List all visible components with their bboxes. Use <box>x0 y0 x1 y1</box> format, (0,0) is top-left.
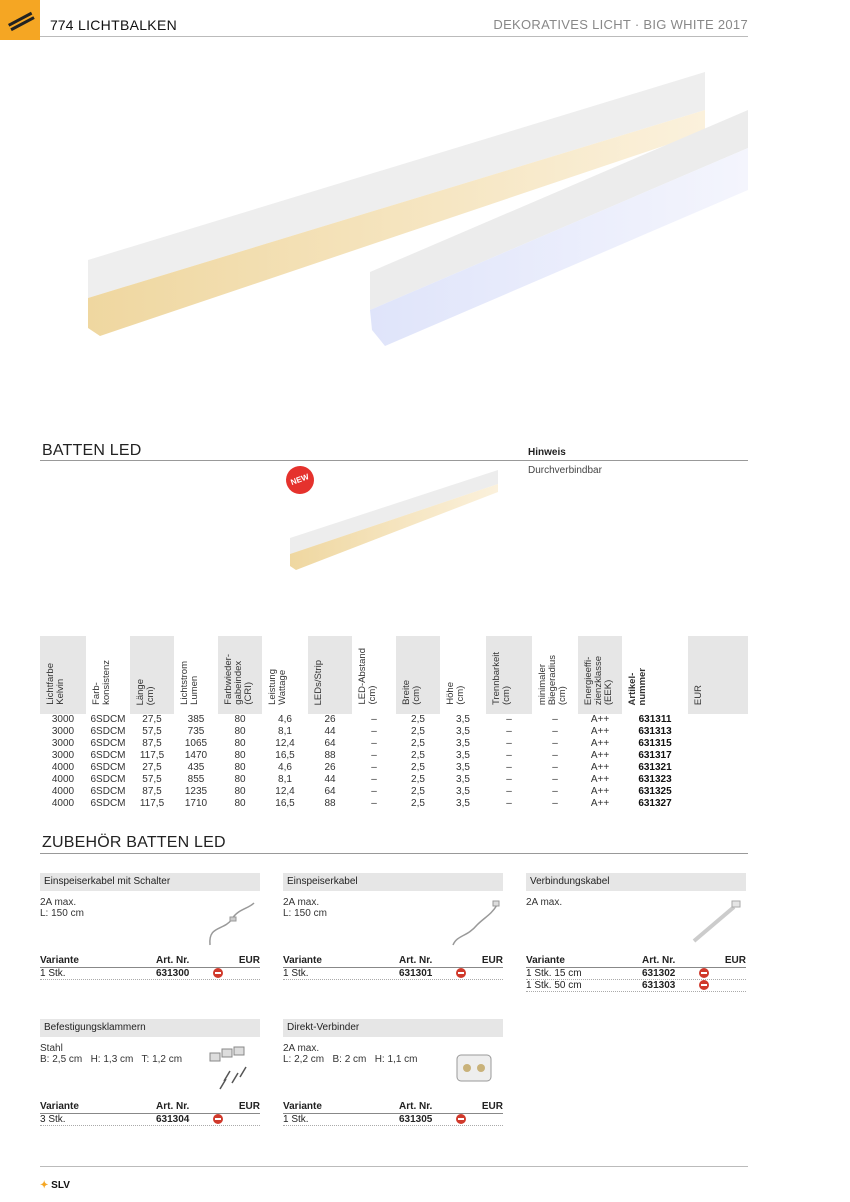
col-eur: EUR <box>481 1101 503 1112</box>
spec-cell: 3,5 <box>456 738 470 749</box>
spec-cell: 2,5 <box>411 726 425 737</box>
spec-cell: 80 <box>234 750 246 761</box>
col-artnr: Art. Nr. <box>642 955 676 966</box>
spec-cell: 4,6 <box>278 714 292 725</box>
spec-cell: 3,5 <box>456 714 470 725</box>
spec-header-cell <box>532 636 578 714</box>
spec-header-label: Lichtstrom Lumen <box>179 661 200 705</box>
spec-cell: 631323 <box>638 774 672 785</box>
col-variante: Variante <box>283 955 322 966</box>
accessory-card <box>40 1019 260 1125</box>
accessory-card <box>40 873 260 979</box>
spec-cell: 4,6 <box>278 762 292 773</box>
spec-header-cell <box>308 636 352 714</box>
accessory-desc-line: 2A max. <box>40 897 77 908</box>
spec-cell: – <box>371 762 377 773</box>
spec-cell: 26 <box>324 762 336 773</box>
col-variante: Variante <box>40 1101 79 1112</box>
col-eur: EUR <box>481 955 503 966</box>
section-icon <box>0 0 40 40</box>
spec-cell: – <box>506 762 512 773</box>
spec-cell: 80 <box>234 726 246 737</box>
spec-cell: 4000 <box>51 774 75 785</box>
price-on-request-icon <box>456 1114 466 1124</box>
spec-cell: 6SDCM <box>90 726 126 737</box>
spec-cell <box>688 714 748 726</box>
variant-label: 1 Stk. <box>40 968 66 979</box>
variant-table <box>40 955 260 980</box>
spec-cell: – <box>552 762 558 773</box>
spec-header-row <box>40 636 748 714</box>
spec-cell: 2,5 <box>411 798 425 809</box>
spec-header-cell <box>174 636 218 714</box>
variant-row <box>526 980 746 992</box>
accessories-divider <box>40 853 748 854</box>
variant-artnr: 631305 <box>399 1114 433 1125</box>
note-text: Durchverbindbar <box>528 465 602 476</box>
variant-artnr: 631300 <box>156 968 190 979</box>
spec-cell: 3,5 <box>456 786 470 797</box>
accessory-image <box>690 895 746 956</box>
spec-cell <box>688 762 748 774</box>
spec-header-label: Trennbarkeit (cm) <box>491 652 512 705</box>
spec-cell: 6SDCM <box>90 798 126 809</box>
spec-cell: A++ <box>590 714 610 725</box>
spec-cell: – <box>506 750 512 761</box>
spec-cell: 3,5 <box>456 774 470 785</box>
spec-cell: 88 <box>324 798 336 809</box>
spec-cell: 6SDCM <box>90 762 126 773</box>
spec-header-label: EUR <box>693 684 704 705</box>
variant-artnr: 631304 <box>156 1114 190 1125</box>
price-on-request-icon <box>213 1114 223 1124</box>
variant-label: 3 Stk. <box>40 1114 66 1125</box>
hero-product-image <box>40 60 748 420</box>
spec-cell: 4000 <box>51 798 75 809</box>
spec-cell: 117,5 <box>139 798 165 809</box>
spec-header-cell <box>352 636 396 714</box>
variant-table <box>40 1101 260 1126</box>
spec-header-cell <box>622 636 688 714</box>
spec-header-cell <box>396 636 440 714</box>
price-on-request-icon <box>213 968 223 978</box>
spec-header-cell <box>578 636 622 714</box>
accessory-image <box>204 895 260 956</box>
accessory-desc-line: 2A max. <box>526 897 563 908</box>
spec-cell: 385 <box>187 714 205 725</box>
spec-cell: A++ <box>590 786 610 797</box>
variant-table <box>526 955 746 992</box>
spec-cell: 12,4 <box>275 738 295 749</box>
spec-cell: 1470 <box>184 750 208 761</box>
accessory-name: Verbindungskabel <box>526 873 746 891</box>
spec-cell: 27,5 <box>142 714 162 725</box>
col-artnr: Art. Nr. <box>156 1101 190 1112</box>
spec-cell: 64 <box>324 738 336 749</box>
spec-cell: – <box>371 750 377 761</box>
accessory-card <box>283 873 503 979</box>
accessory-desc-line: 2A max. <box>283 1043 320 1054</box>
spec-cell: 57,5 <box>142 774 162 785</box>
spec-header-label: minimaler Biegeradius (cm) <box>537 654 568 705</box>
spec-cell <box>688 798 748 810</box>
spec-cell: 87,5 <box>142 786 162 797</box>
accessory-image <box>447 1041 503 1102</box>
spec-cell: – <box>552 714 558 725</box>
spec-cell: 3,5 <box>456 726 470 737</box>
spec-header-label: Länge (cm) <box>135 678 156 705</box>
spec-cell: 631313 <box>638 726 672 737</box>
spec-cell: 6SDCM <box>90 714 126 725</box>
catalog-title: DEKORATIVES LICHT · BIG WHITE 2017 <box>493 17 748 32</box>
spec-cell: 27,5 <box>142 762 162 773</box>
spec-cell: 2,5 <box>411 738 425 749</box>
spec-cell: 64 <box>324 786 336 797</box>
spec-cell: 44 <box>324 726 336 737</box>
spec-cell <box>688 750 748 762</box>
variant-row <box>526 968 746 980</box>
spec-cell: 16,5 <box>275 750 295 761</box>
accessory-desc-line: B: 2,5 cm H: 1,3 cm T: 1,2 cm <box>40 1054 183 1065</box>
spec-cell: – <box>552 726 558 737</box>
spec-table <box>40 636 748 810</box>
spec-cell: 2,5 <box>411 750 425 761</box>
spec-header-label: Artikel- nummer <box>627 667 648 705</box>
col-eur: EUR <box>238 1101 260 1112</box>
variant-row <box>40 968 260 980</box>
spec-cell: 80 <box>234 714 246 725</box>
spec-cell: 3,5 <box>456 798 470 809</box>
footer-divider <box>40 1166 748 1167</box>
accessory-card <box>283 1019 503 1125</box>
product-title: BATTEN LED <box>42 442 142 459</box>
variant-row <box>283 1114 503 1126</box>
new-badge: NEW <box>282 462 318 498</box>
logo-mark-icon: ✦ <box>40 1180 49 1191</box>
variant-label: 1 Stk. <box>283 968 309 979</box>
spec-cell: – <box>371 738 377 749</box>
spec-cell: – <box>371 786 377 797</box>
spec-cell: 631321 <box>638 762 672 773</box>
price-on-request-icon <box>699 980 709 990</box>
spec-header-cell <box>262 636 308 714</box>
spec-cell: – <box>506 714 512 725</box>
col-artnr: Art. Nr. <box>399 955 433 966</box>
spec-cell: 80 <box>234 738 246 749</box>
spec-row <box>40 762 748 774</box>
spec-cell: 87,5 <box>142 738 162 749</box>
accessory-name: Direkt-Verbinder <box>283 1019 503 1037</box>
spec-cell: – <box>371 798 377 809</box>
spec-header-cell <box>218 636 262 714</box>
spec-cell: A++ <box>590 774 610 785</box>
spec-header-cell <box>486 636 532 714</box>
spec-cell: 80 <box>234 774 246 785</box>
spec-cell: 1065 <box>184 738 208 749</box>
col-variante: Variante <box>40 955 79 966</box>
spec-cell: 631325 <box>638 786 672 797</box>
spec-cell: 631317 <box>638 750 672 761</box>
col-eur: EUR <box>238 955 260 966</box>
spec-cell: 6SDCM <box>90 750 126 761</box>
spec-body <box>40 714 748 810</box>
spec-cell: 6SDCM <box>90 738 126 749</box>
header-divider <box>40 36 748 37</box>
spec-cell: 80 <box>234 798 246 809</box>
spec-header-cell <box>86 636 130 714</box>
price-on-request-icon <box>456 968 466 978</box>
spec-cell: 3000 <box>51 714 75 725</box>
spec-cell: A++ <box>590 738 610 749</box>
spec-cell: – <box>552 786 558 797</box>
spec-cell: 80 <box>234 762 246 773</box>
col-eur: EUR <box>724 955 746 966</box>
accessory-image <box>447 895 503 956</box>
spec-header-label: Farb- konsistenz <box>91 660 112 705</box>
variant-artnr: 631302 <box>642 968 676 979</box>
accessory-name: Einspeiserkabel mit Schalter <box>40 873 260 891</box>
accessory-name: Befestigungsklammern <box>40 1019 260 1037</box>
spec-cell: – <box>371 774 377 785</box>
spec-cell <box>688 738 748 750</box>
spec-cell: 4000 <box>51 762 75 773</box>
variant-row <box>40 1114 260 1126</box>
spec-cell: 631311 <box>638 714 672 725</box>
spec-cell: – <box>552 738 558 749</box>
variant-table <box>283 955 503 980</box>
spec-cell: 8,1 <box>278 726 292 737</box>
spec-cell: 2,5 <box>411 786 425 797</box>
spec-row <box>40 798 748 810</box>
accessory-desc-line: L: 2,2 cm B: 2 cm H: 1,1 cm <box>283 1054 418 1065</box>
spec-cell: 1710 <box>184 798 208 809</box>
spec-cell: A++ <box>590 726 610 737</box>
col-variante: Variante <box>283 1101 322 1112</box>
spec-cell: 16,5 <box>275 798 295 809</box>
spec-cell: 26 <box>324 714 336 725</box>
section-tab <box>0 0 40 40</box>
spec-cell: 3000 <box>51 726 75 737</box>
spec-cell: 2,5 <box>411 714 425 725</box>
spec-cell: 735 <box>187 726 205 737</box>
spec-cell: – <box>371 726 377 737</box>
spec-cell: 3000 <box>51 738 75 749</box>
spec-cell: 1235 <box>184 786 208 797</box>
spec-cell: 435 <box>187 762 205 773</box>
spec-cell: – <box>552 750 558 761</box>
spec-header-label: Höhe (cm) <box>445 682 466 705</box>
spec-cell: 3,5 <box>456 762 470 773</box>
accessories-title: ZUBEHÖR BATTEN LED <box>42 834 226 851</box>
price-on-request-icon <box>699 968 709 978</box>
spec-cell <box>688 726 748 738</box>
accessory-desc-line: L: 150 cm <box>40 908 84 919</box>
spec-cell: 2,5 <box>411 762 425 773</box>
spec-cell: A++ <box>590 762 610 773</box>
spec-cell: – <box>506 774 512 785</box>
spec-cell <box>688 774 748 786</box>
spec-row <box>40 738 748 750</box>
variant-artnr: 631303 <box>642 980 676 991</box>
spec-cell: 4000 <box>51 786 75 797</box>
variant-artnr: 631301 <box>399 968 433 979</box>
spec-header-label: Energieeffi- zienzklasse (EEK) <box>583 655 614 705</box>
spec-cell: 6SDCM <box>90 774 126 785</box>
product-image <box>286 462 506 574</box>
spec-header-label: LED-Abstand (cm) <box>357 648 378 705</box>
variant-row <box>283 968 503 980</box>
section-title: LICHTBALKEN <box>78 17 177 33</box>
col-variante: Variante <box>526 955 565 966</box>
variant-table <box>283 1101 503 1126</box>
spec-header-label: Farbwieder- gabeindex (CRI) <box>223 654 254 705</box>
accessory-desc-line: 2A max. <box>283 897 320 908</box>
accessory-image <box>204 1041 260 1102</box>
spec-header-label: Leistung Wattage <box>267 669 288 705</box>
spec-cell: 6SDCM <box>90 786 126 797</box>
accessory-desc-line: Stahl <box>40 1043 63 1054</box>
spec-cell: 855 <box>187 774 205 785</box>
spec-cell: 88 <box>324 750 336 761</box>
spec-cell: 3000 <box>51 750 75 761</box>
col-artnr: Art. Nr. <box>399 1101 433 1112</box>
spec-cell: 12,4 <box>275 786 295 797</box>
spec-header-cell <box>688 636 748 714</box>
spec-header-label: Breite (cm) <box>401 680 422 705</box>
variant-label: 1 Stk. 15 cm <box>526 968 582 979</box>
brand-logo <box>40 1180 70 1191</box>
page-number: 774 <box>50 17 74 33</box>
spec-cell: 3,5 <box>456 750 470 761</box>
spec-row <box>40 786 748 798</box>
spec-cell: – <box>552 774 558 785</box>
spec-cell: – <box>506 726 512 737</box>
spec-header-label: Lichtfarbe Kelvin <box>45 663 66 705</box>
spec-header-cell <box>40 636 86 714</box>
spec-cell: 2,5 <box>411 774 425 785</box>
spec-header-cell <box>440 636 486 714</box>
spec-cell: A++ <box>590 798 610 809</box>
spec-row <box>40 774 748 786</box>
spec-cell: – <box>552 798 558 809</box>
note-title: Hinweis <box>528 447 566 458</box>
spec-cell: 631315 <box>638 738 672 749</box>
logo-text: SLV <box>51 1180 70 1191</box>
spec-header-cell <box>130 636 174 714</box>
spec-row <box>40 714 748 726</box>
spec-cell <box>688 786 748 798</box>
spec-cell: – <box>371 714 377 725</box>
spec-cell: 8,1 <box>278 774 292 785</box>
accessory-card <box>526 873 746 991</box>
spec-header-label: LEDs/Strip <box>313 659 324 705</box>
col-artnr: Art. Nr. <box>156 955 190 966</box>
spec-cell: 80 <box>234 786 246 797</box>
spec-cell: 57,5 <box>142 726 162 737</box>
spec-cell: – <box>506 786 512 797</box>
spec-cell: 631327 <box>638 798 672 809</box>
spec-row <box>40 750 748 762</box>
variant-label: 1 Stk. 50 cm <box>526 980 582 991</box>
accessory-name: Einspeiserkabel <box>283 873 503 891</box>
spec-cell: – <box>506 738 512 749</box>
product-divider <box>40 460 748 461</box>
spec-cell: A++ <box>590 750 610 761</box>
spec-row <box>40 726 748 738</box>
accessory-desc-line: L: 150 cm <box>283 908 327 919</box>
spec-cell: 44 <box>324 774 336 785</box>
spec-cell: 117,5 <box>139 750 165 761</box>
spec-cell: – <box>506 798 512 809</box>
variant-label: 1 Stk. <box>283 1114 309 1125</box>
